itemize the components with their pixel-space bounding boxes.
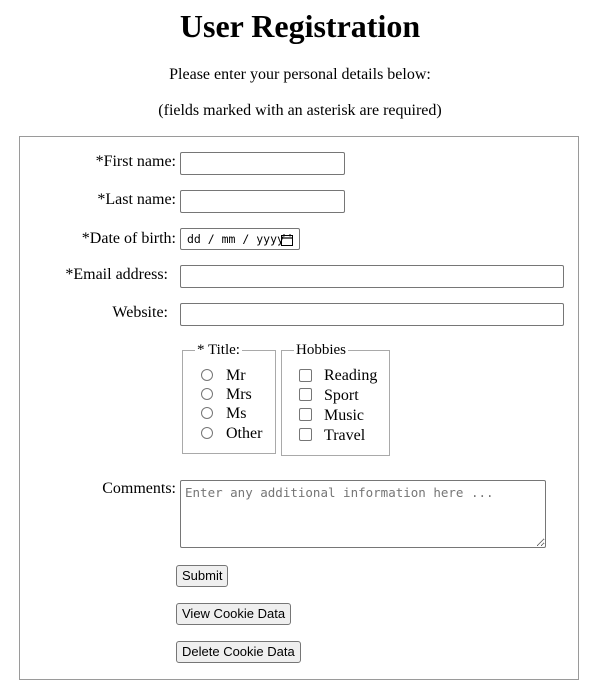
hobby-checkbox-sport[interactable] xyxy=(299,388,312,401)
required-note: (fields marked with an asterisk are required) xyxy=(158,102,442,119)
website-input[interactable] xyxy=(180,303,564,326)
hobby-checkbox-music[interactable] xyxy=(299,408,312,421)
hobbies-legend: Hobbies xyxy=(296,342,346,358)
page-title: User Registration xyxy=(179,8,421,44)
last-name-label: *Last name: xyxy=(97,191,176,208)
comments-textarea[interactable] xyxy=(180,480,546,548)
first-name-label: *First name: xyxy=(95,153,176,170)
hobby-option-label: Sport xyxy=(324,387,359,404)
title-radio-ms[interactable] xyxy=(201,407,213,419)
date-placeholder: dd / mm / yyyy xyxy=(187,232,284,246)
title-option-label: Other xyxy=(226,425,263,442)
title-radio-mr[interactable] xyxy=(201,369,213,381)
comments-label: Comments: xyxy=(102,480,176,497)
view-cookie-data-button[interactable]: View Cookie Data xyxy=(176,603,291,625)
title-option-label: Mr xyxy=(226,367,246,384)
title-radio-other[interactable] xyxy=(201,427,213,439)
hobby-option-label: Music xyxy=(324,407,364,424)
first-name-input[interactable] xyxy=(180,152,345,175)
hobby-checkbox-reading[interactable] xyxy=(299,369,312,382)
title-radio-mrs[interactable] xyxy=(201,388,213,400)
email-label: *Email address: xyxy=(65,266,168,283)
date-of-birth-label: *Date of birth: xyxy=(81,230,176,247)
submit-button[interactable]: Submit xyxy=(176,565,228,587)
hobby-option-label: Travel xyxy=(324,427,366,444)
title-legend: * Title: xyxy=(197,342,240,358)
hobby-checkbox-travel[interactable] xyxy=(299,428,312,441)
delete-cookie-data-button[interactable]: Delete Cookie Data xyxy=(176,641,301,663)
intro-text: Please enter your personal details below: xyxy=(169,66,431,83)
website-label: Website: xyxy=(112,304,168,321)
date-of-birth-input[interactable] xyxy=(180,228,300,250)
title-option-label: Mrs xyxy=(226,386,252,403)
hobby-option-label: Reading xyxy=(324,367,378,384)
email-input[interactable] xyxy=(180,265,564,288)
calendar-icon[interactable] xyxy=(281,232,293,244)
last-name-input[interactable] xyxy=(180,190,345,213)
title-option-label: Ms xyxy=(226,405,247,422)
